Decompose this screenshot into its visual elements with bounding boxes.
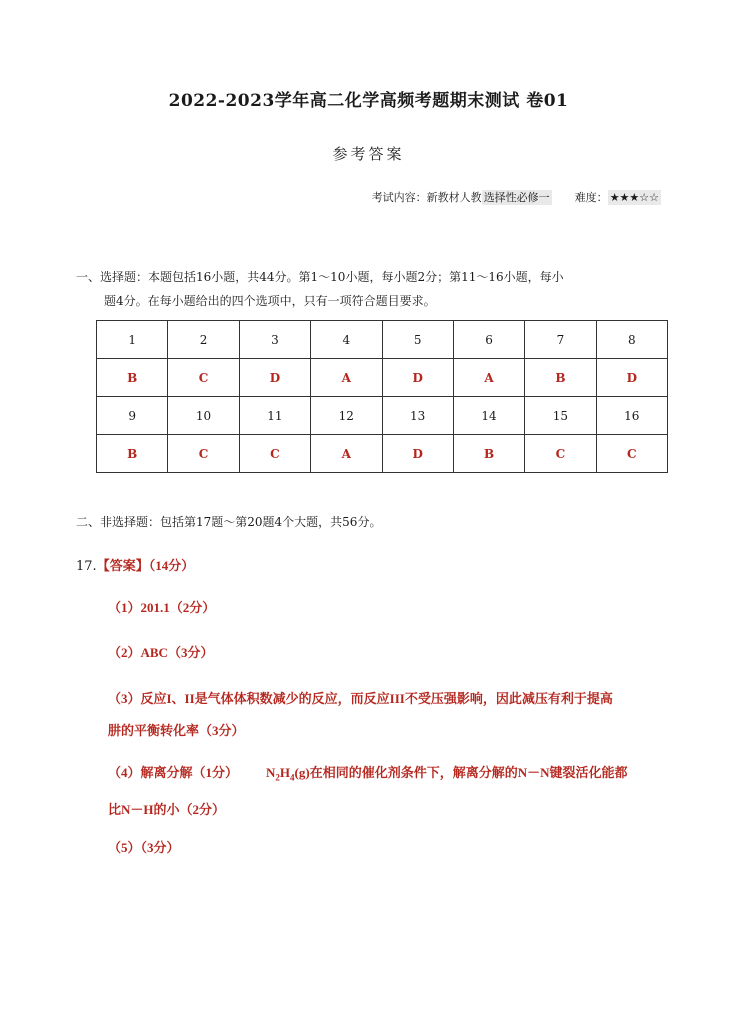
formula-sub-2: 2 bbox=[275, 772, 280, 783]
question-number-cell: 1 bbox=[97, 321, 168, 359]
formula-n: N bbox=[266, 765, 276, 780]
answer-cell: C bbox=[525, 435, 596, 473]
answer-cell: D bbox=[382, 435, 453, 473]
question-number-cell: 7 bbox=[525, 321, 596, 359]
formula-h: H bbox=[279, 765, 291, 780]
content-value: 选择性必修一 bbox=[483, 191, 550, 204]
section2-heading: 二、非选择题：包括第17题～第20题4个大题，共56分。 bbox=[76, 515, 382, 529]
question-number-cell: 11 bbox=[239, 397, 310, 435]
answer-cell: D bbox=[596, 359, 667, 397]
q17-answer-2: （2）ABC（3分） bbox=[108, 645, 214, 660]
answer-cell: D bbox=[239, 359, 310, 397]
q17-answer-3 bbox=[108, 683, 668, 747]
section1-line1: 一、选择题：本题包括16小题，共44分。第1～10小题，每小题2分；第11～16小题，每小 bbox=[76, 270, 564, 284]
question-number-cell: 16 bbox=[596, 397, 667, 435]
q17-number: 17. bbox=[76, 559, 97, 574]
answer-cell: B bbox=[525, 359, 596, 397]
q17-answer-4 bbox=[108, 757, 668, 826]
content-label: 考试内容：新教材人教 bbox=[371, 191, 482, 204]
q17-answer-4-line1 bbox=[108, 757, 668, 794]
answer-table-number-row bbox=[97, 321, 668, 359]
q17-answer-4-line2: 比N－H的小（2分） bbox=[108, 801, 226, 817]
answer-table-number-row bbox=[97, 397, 668, 435]
question-number-cell: 6 bbox=[453, 321, 524, 359]
page-title: 2022-2023学年高二化学高频考题期末测试 卷01 bbox=[168, 91, 569, 111]
answer-cell: A bbox=[311, 359, 382, 397]
answer-cell: A bbox=[453, 359, 524, 397]
q17-answer-5: （5）（3分） bbox=[108, 840, 180, 855]
question-number-cell: 9 bbox=[97, 397, 168, 435]
question-number-cell: 4 bbox=[311, 321, 382, 359]
q17-answer-4-part1: （4）解离分解（1分） bbox=[108, 765, 239, 780]
answer-cell: D bbox=[382, 359, 453, 397]
answer-cell: C bbox=[168, 435, 239, 473]
difficulty-label: 难度： bbox=[574, 191, 608, 204]
answer-table bbox=[96, 320, 668, 473]
formula-sub-4: 4 bbox=[290, 772, 295, 783]
question-number-cell: 2 bbox=[168, 321, 239, 359]
answer-table-letter-row bbox=[97, 359, 668, 397]
q17-points: （14分） bbox=[148, 558, 195, 573]
section1-line2: 题4分。在每小题给出的四个选项中，只有一项符合题目要求。 bbox=[104, 294, 436, 308]
page-subtitle: 参考答案 bbox=[332, 145, 405, 163]
q17-answer-3-line2: 肼的平衡转化率（3分） bbox=[108, 723, 245, 738]
question-number-cell: 14 bbox=[453, 397, 524, 435]
answer-cell: C bbox=[239, 435, 310, 473]
q17-answer-4-part2: (g)在相同的催化剂条件下，解离分解的N－N键裂活化能都 bbox=[294, 765, 628, 780]
q17-answer-3-line1: （3）反应I、II是气体体积数减少的反应，而反应III不受压强影响，因此减压有利于提高 bbox=[108, 691, 613, 706]
question-number-cell: 15 bbox=[525, 397, 596, 435]
answer-cell: A bbox=[311, 435, 382, 473]
answer-cell: B bbox=[97, 435, 168, 473]
question-number-cell: 3 bbox=[239, 321, 310, 359]
question-number-cell: 13 bbox=[382, 397, 453, 435]
difficulty-stars: ★★★☆☆ bbox=[609, 191, 659, 204]
question-number-cell: 5 bbox=[382, 321, 453, 359]
q17-heading bbox=[76, 555, 194, 574]
section1-instructions bbox=[76, 265, 666, 313]
question-number-cell: 8 bbox=[596, 321, 667, 359]
answer-cell: B bbox=[453, 435, 524, 473]
q17-answer-tag: 【答案】 bbox=[96, 558, 149, 573]
question-number-cell: 12 bbox=[311, 397, 382, 435]
answer-cell: C bbox=[596, 435, 667, 473]
answer-cell: B bbox=[97, 359, 168, 397]
question-number-cell: 10 bbox=[168, 397, 239, 435]
answer-cell: C bbox=[168, 359, 239, 397]
exam-meta bbox=[372, 189, 661, 205]
q17-answer-1: （1）201.1（2分） bbox=[108, 600, 216, 615]
answer-table-letter-row bbox=[97, 435, 668, 473]
